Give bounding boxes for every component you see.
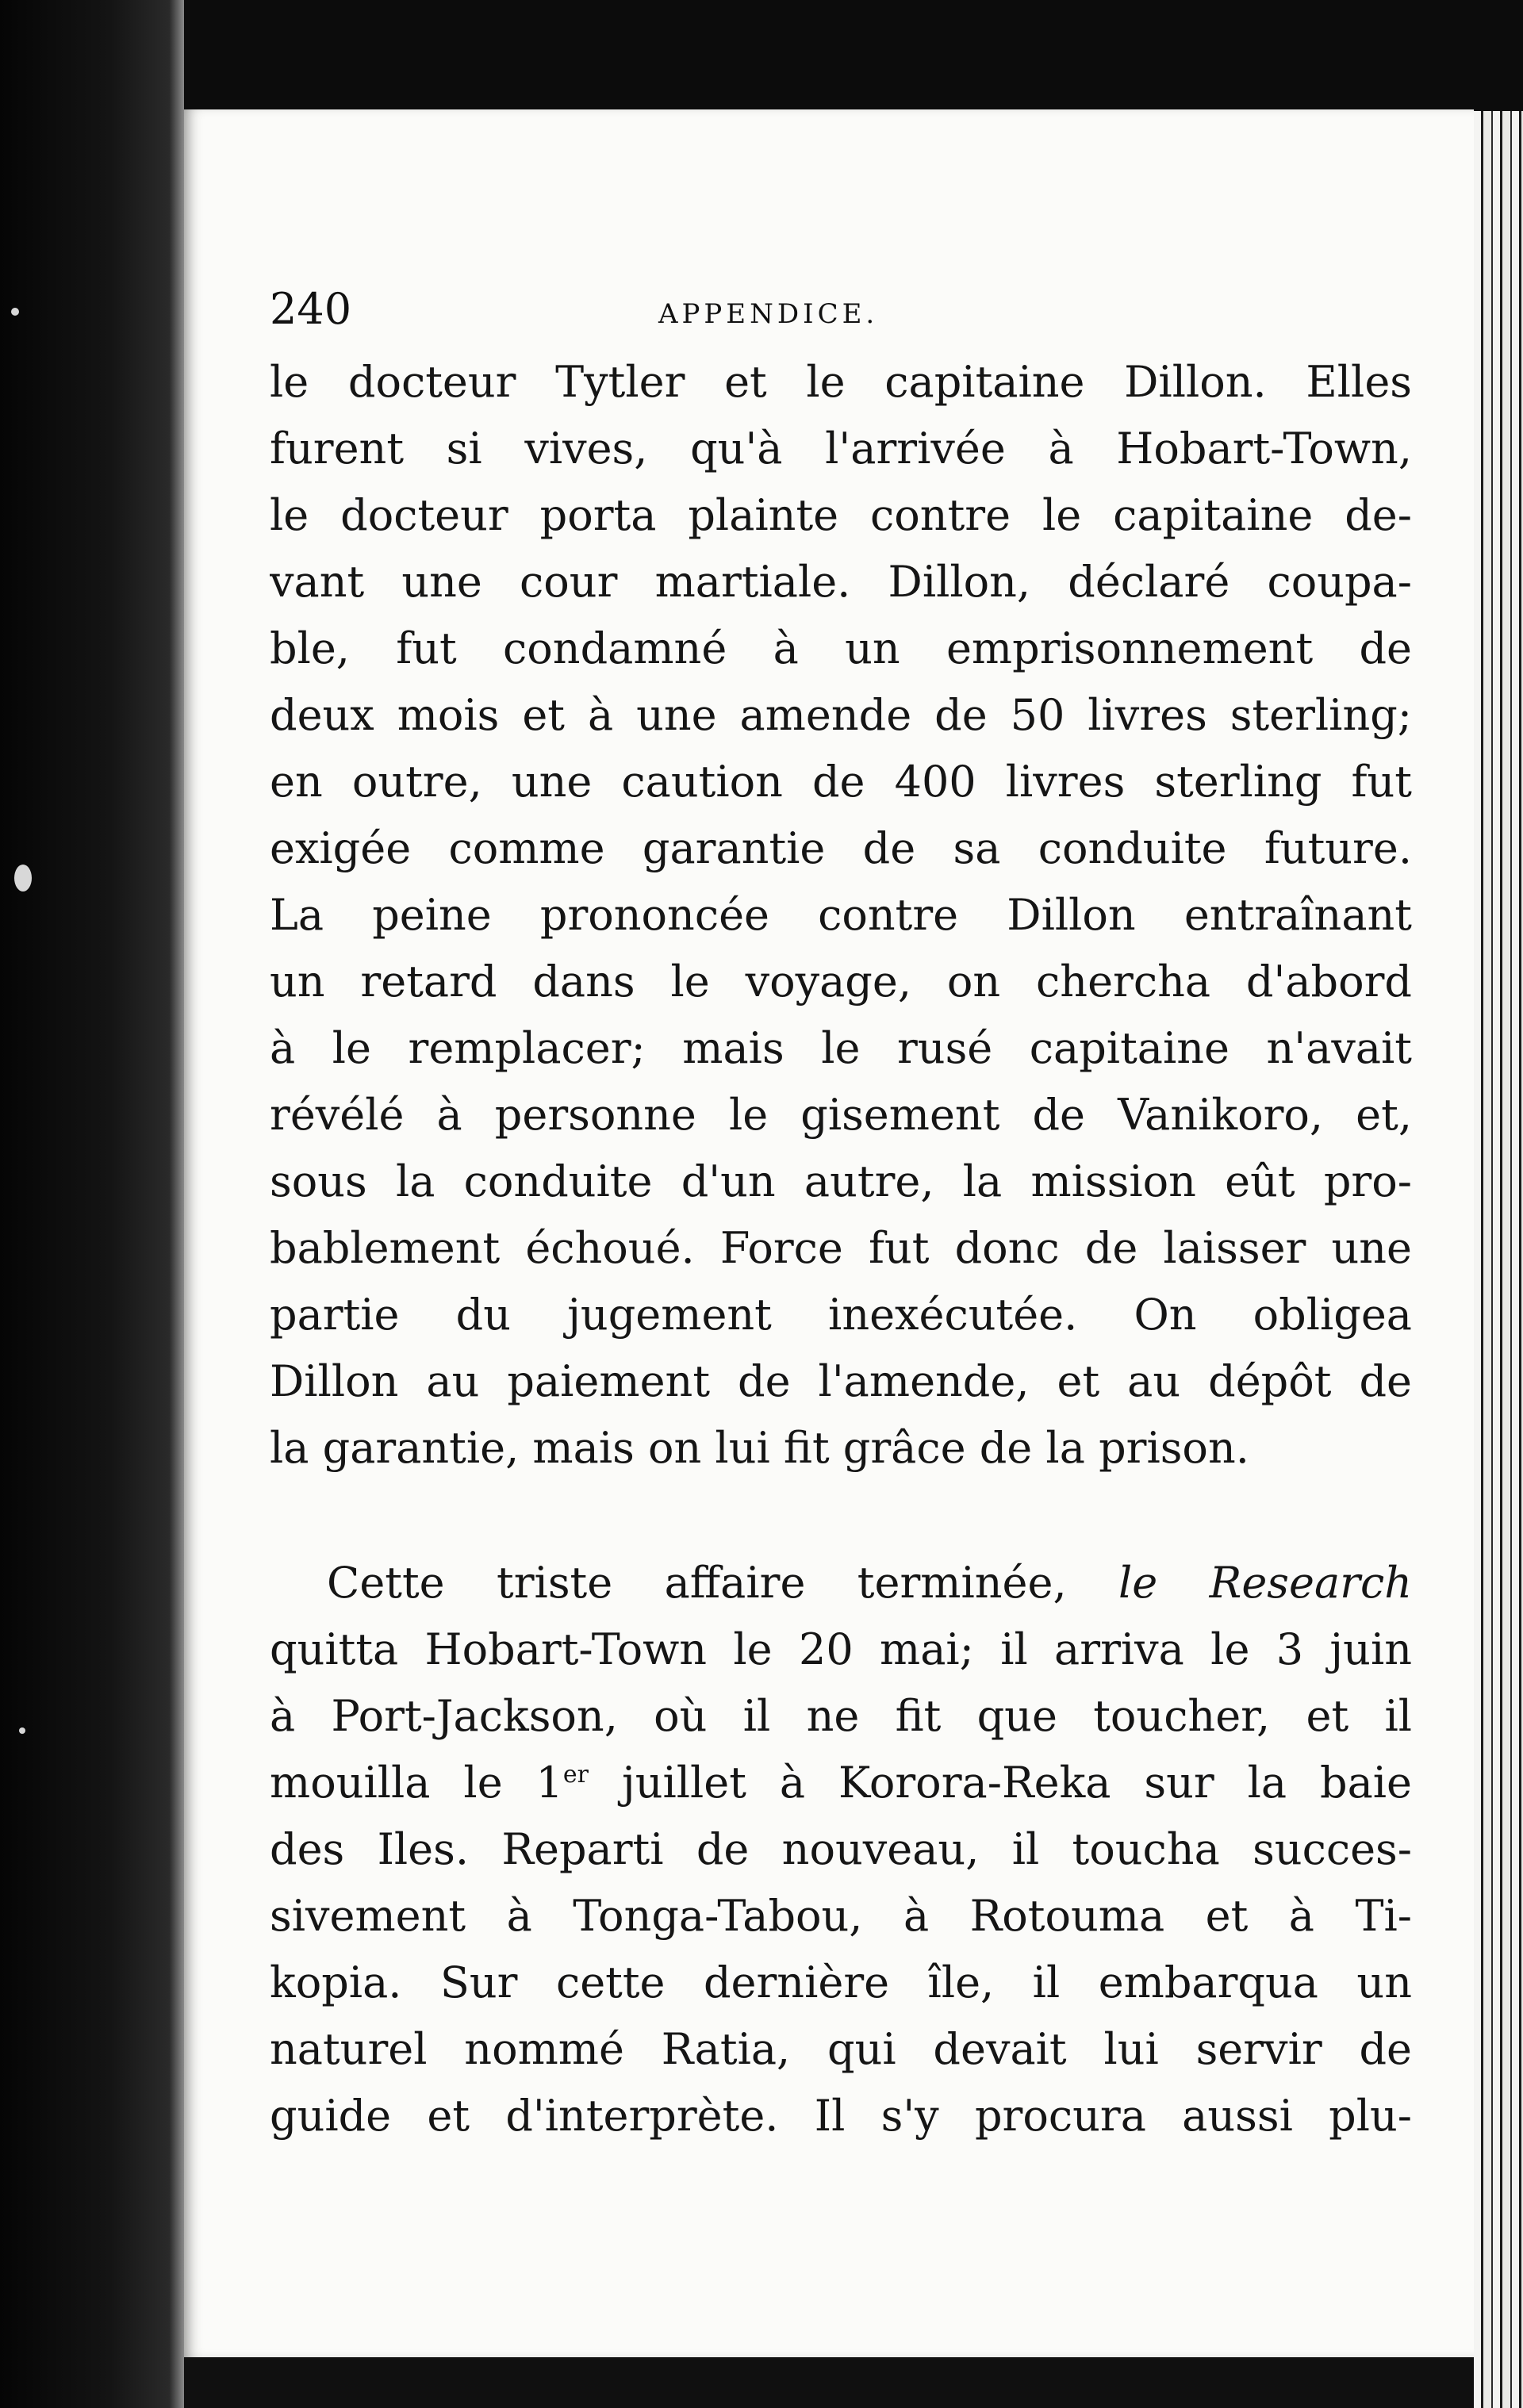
text-line: deux mois et à une amende de 50 livres sterling; — [270, 690, 1412, 740]
text-line: quitta Hobart-Town le 20 mai; il arriva le 3 juin — [270, 1624, 1412, 1674]
text-line: révélé à personne le gisement de Vanikoro, et, — [270, 1090, 1412, 1140]
text-line: le docteur porta plainte contre le capitaine de- — [270, 490, 1412, 540]
text-line — [270, 1550, 1412, 1616]
text-line: La peine prononcée contre Dillon entraînant — [270, 890, 1412, 940]
text-run: mouilla le 1 — [270, 1758, 563, 1808]
text-line: vant une cour martiale. Dillon, déclaré coupa- — [270, 557, 1412, 607]
text-line: sivement à Tonga-Tabou, à Rotouma et à Ti- — [270, 1891, 1412, 1941]
text-line: la garantie, mais on lui fit grâce de la prison. — [270, 1423, 1249, 1473]
text-line: le docteur Tytler et le capitaine Dillon. Elles — [270, 357, 1412, 407]
binding-speck — [14, 865, 32, 891]
text-line: Dillon au paiement de l'amende, et au dépôt de — [270, 1356, 1412, 1406]
text-run: Cette triste affaire terminée, — [327, 1558, 1067, 1608]
text-run: juillet à Korora-Reka sur la baie — [589, 1758, 1412, 1808]
page-number: 240 — [270, 284, 352, 334]
text-line: guide et d'interprète. Il s'y procura aussi plu- — [270, 2091, 1412, 2141]
book-binding-edge — [0, 0, 184, 2408]
binding-speck — [11, 308, 19, 316]
text-line: furent si vives, qu'à l'arrivée à Hobart-Town, — [270, 424, 1412, 474]
text-line: sous la conduite d'un autre, la mission eût pro- — [270, 1156, 1412, 1206]
text-line: à le remplacer; mais le rusé capitaine n'avait — [270, 1023, 1412, 1073]
paragraph-gap — [270, 1482, 1412, 1550]
text-line: ble, fut condamné à un emprisonnement de — [270, 623, 1412, 673]
text-line: naturel nommé Ratia, qui devait lui servir de — [270, 2024, 1412, 2074]
text-line: kopia. Sur cette dernière île, il embarqua un — [270, 1957, 1412, 2007]
text-line — [270, 1750, 1412, 1816]
text-line: bablement échoué. Force fut donc de laisser une — [270, 1223, 1412, 1273]
page-bottom-edge — [184, 2357, 1474, 2408]
ordinal-superscript: er — [562, 1761, 589, 1789]
running-head: APPENDICE. — [658, 298, 879, 330]
text-line: un retard dans le voyage, on chercha d'abord — [270, 957, 1412, 1007]
binding-speck — [19, 1727, 25, 1734]
text-line: exigée comme garantie de sa conduite future. — [270, 823, 1412, 873]
text-line: partie du jugement inexécutée. On obligea — [270, 1290, 1412, 1340]
body-text — [270, 349, 1412, 2149]
page-stack-edge — [1474, 111, 1523, 2408]
text-line: en outre, une caution de 400 livres sterling fut — [270, 757, 1412, 807]
text-line: des Iles. Reparti de nouveau, il toucha succes- — [270, 1824, 1412, 1874]
ship-name-italic: le Research — [1118, 1558, 1412, 1608]
page-header — [270, 282, 1412, 337]
text-line: à Port-Jackson, où il ne fit que toucher, et il — [270, 1691, 1412, 1741]
